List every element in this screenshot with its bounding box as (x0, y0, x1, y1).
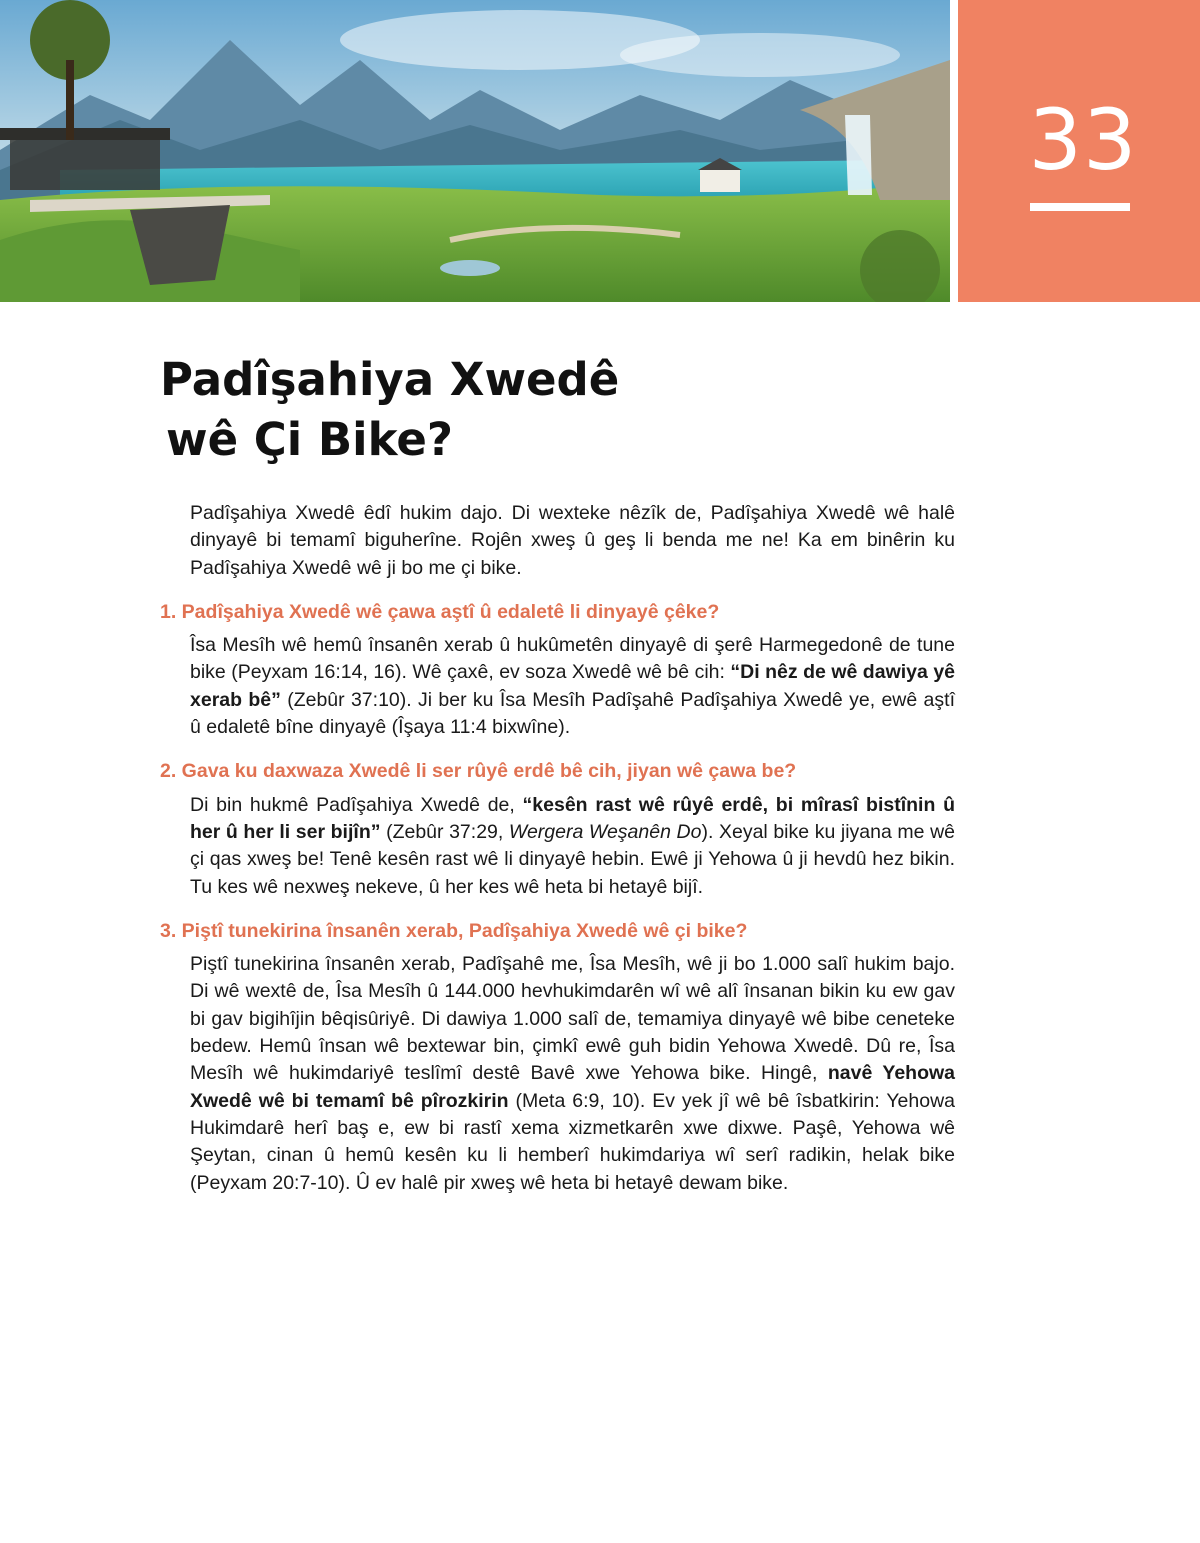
section-3 (160, 918, 955, 1197)
section-1 (160, 599, 955, 741)
answer-quote: “Di nêz de wê dawiya yê xerab bê” (190, 661, 956, 711)
answer-text: (Meta 6:9, 10). Ev yek jî wê bê îsbatkirin: Yehowa Hukimdarê herî baş e, ew bi rastî xema xizmetkarên xwe dixwe. Paşê, Yehowa wê Şeytan, cinan û hemû kesên ku li hemberî hukimdariya wî serî radikin, helak bike (Peyxam 20:7-10). Û ev halê pir xweş wê heta bi hetayê dewam bike. (190, 1089, 955, 1194)
section-3-answer (190, 951, 955, 1197)
answer-text: Di bin hukmê Padîşahiya Xwedê de, (190, 793, 523, 816)
chapter-number-box (958, 0, 1200, 302)
answer-citation-source: Wergera Weşanên Do (508, 820, 702, 843)
page-title-line1: Padîşahiya Xwedê (160, 353, 620, 406)
lesson-content (160, 500, 955, 1214)
answer-text: (Zebûr 37:10). Ji ber ku Îsa Mesîh Padîşahê Padîşahiya Xwedê ye, ewê aştî û edaletê bîne dinyayê (Îşaya 11:4 bixwîne). (190, 688, 955, 739)
answer-text: Îsa Mesîh wê hemû însanên xerab û hukûmetên dinyayê di şerê Harmegedonê de tune bike (Peyxam 16:14, 16). Wê çaxê, ev soza Xwedê wê bê cih: (190, 634, 955, 684)
section-3-question: 3. Piştî tunekirina însanên xerab, Padîşahiya Xwedê wê çi bike? (160, 919, 748, 942)
answer-emphasis: navê Yehowa Xwedê wê bi temamî bê pîrozkirin (190, 1062, 956, 1112)
page-title (160, 350, 619, 470)
answer-text: ). Xeyal bike ku jiyana me wê çi qas xweş be! Tenê kesên rast wê li dinyayê hebin. Ewê ji Yehowa û ji hevdû hez bikin. Tu kes wê nexweş nekeve, û her kes wê heta bi hetayê bijî. (190, 820, 956, 898)
answer-text: (Zebûr 37:29, (380, 820, 509, 843)
hero-image (0, 0, 950, 302)
landscape-illustration (0, 0, 950, 302)
page-title-line2: wê Çi Bike? (166, 413, 453, 466)
section-1-answer (190, 632, 955, 741)
intro-paragraph: Padîşahiya Xwedê êdî hukim dajo. Di wexteke nêzîk de, Padîşahiya Xwedê wê halê dinyayê bi temamî biguherîne. Rojên xweş û geş li benda me ne! Ka em binêrin ku Padîşahiya Xwedê wê ji bo me çi bike. (190, 502, 955, 579)
answer-quote: “kesên rast wê rûyê erdê, bi mîrasî bistînin û her û her li ser bijîn” (190, 793, 955, 843)
chapter-number: 33 (1028, 91, 1138, 189)
answer-text: Piştî tunekirina însanên xerab, Padîşahê me, Îsa Mesîh, wê ji bo 1.000 salî hukim bajo. Di wê wextê de, Îsa Mesîh û 144.000 hevhukimdarên wî wê alî însanan bikin ku ew gav bi gav bigihîjin bêqisûriyê. Di dawiya 1.000 salî de, temamiya dinyayê wê bibe ceneteke bedew. Hemû însan wê bextewar bin, çimkî ewê guh bidin Yehowa Xwedê. Dû re, Îsa Mesîh wê hukimdariyê teslîmî destê Bavê xwe Yehowa bike. Hingê, (190, 953, 955, 1085)
section-2-answer (190, 792, 955, 901)
chapter-underline (1030, 203, 1130, 211)
section-2 (160, 758, 955, 900)
section-1-question: 1. Padîşahiya Xwedê wê çawa aştî û edaletê li dinyayê çêke? (160, 600, 720, 623)
section-2-question: 2. Gava ku daxwaza Xwedê li ser rûyê erdê bê cih, jiyan wê çawa be? (160, 760, 797, 783)
